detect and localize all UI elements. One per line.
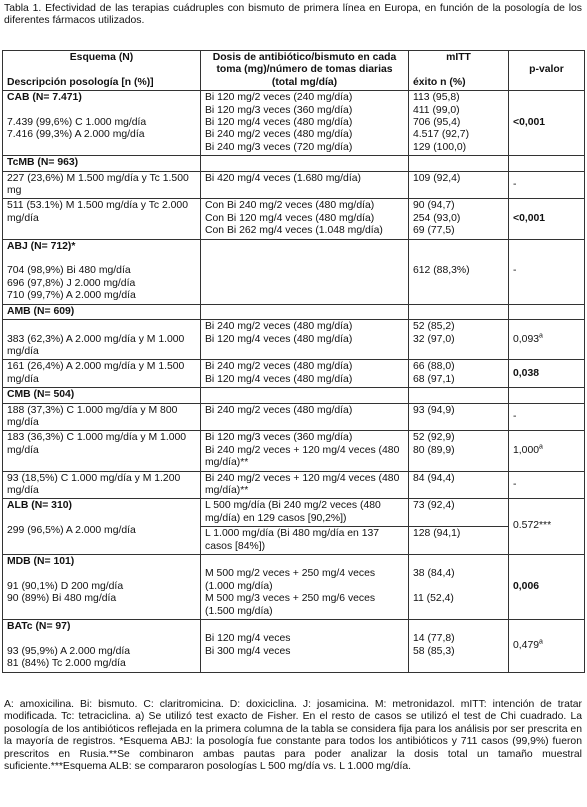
scheme-cell: CAB (N= 7.471) 7.439 (99,6%) C 1.000 mg/día 7.416 (99,3%) A 2.000 mg/día — [3, 91, 201, 156]
scheme-cell: 183 (36,3%) C 1.000 mg/día y M 1.000 mg/día — [3, 431, 201, 471]
header-dose: Dosis de antibiótico/bismuto en cada toma (mg)/número de tomas diarias (total mg/día) — [201, 51, 409, 91]
group-title: BATc (N= 97) — [7, 621, 71, 633]
scheme-cell: 511 (53.1%) M 1.500 mg/día y Tc 2.000 mg/día — [3, 199, 201, 239]
p-value-cell: 1,000$^a$ — [509, 431, 585, 471]
table-row — [3, 171, 585, 199]
group-title: ABJ (N= 712)* — [7, 240, 76, 252]
table-caption: Tabla 1. Efectividad de las terapias cuádruples con bismuto de primera línea en Europa, en función de la posología de los diferentes fármacos utilizados. — [4, 3, 582, 27]
result-cell: 93 (94,9) — [409, 403, 509, 431]
table-row — [3, 499, 585, 527]
scheme-cell: 161 (26,4%) A 2.000 mg/día y M 1.500 mg/día — [3, 360, 201, 388]
p-value-cell: 0,479$^a$ — [509, 620, 585, 673]
scheme-cell: 383 (62,3%) A 2.000 mg/día y M 1.000 mg/día — [3, 320, 201, 360]
group-title: MDB (N= 101) — [7, 556, 75, 567]
dose-cell: L 500 mg/día (Bi 240 mg/2 veces (480 mg/día) en 129 casos [90,2%]) — [201, 499, 409, 527]
table-row — [3, 239, 585, 304]
dose-cell: Bi 120 mg/4 veces Bi 300 mg/4 veces — [201, 620, 409, 673]
group-title: AMB (N= 609) — [7, 305, 75, 317]
dose-cell: Bi 420 mg/4 veces (1.680 mg/día) — [201, 171, 409, 199]
scheme-cell: ALB (N= 310) 299 (96,5%) A 2.000 mg/día — [3, 499, 201, 555]
dose-cell: Bi 240 mg/2 veces (480 mg/día) Bi 120 mg/4 veces (480 mg/día) — [201, 320, 409, 360]
p-value-cell: - — [509, 239, 585, 304]
table-row — [3, 320, 585, 360]
header-row — [3, 51, 585, 91]
p-value-cell: 0,038 — [509, 360, 585, 388]
dose-cell: Con Bi 240 mg/2 veces (480 mg/día) Con Bi 120 mg/4 veces (480 mg/día) Con Bi 262 mg/4 veces (1.048 mg/día) — [201, 199, 409, 239]
table-row — [3, 156, 585, 171]
result-cell: 113 (95,8) 411 (99,0) 706 (95,4) 4.517 (92,7) 129 (100,0) — [409, 91, 509, 156]
dose-cell: Bi 240 mg/2 veces + 120 mg/4 veces (480 mg/día)** — [201, 471, 409, 499]
dose-cell: M 500 mg/2 veces + 250 mg/4 veces (1.000 mg/día) M 500 mg/3 veces + 250 mg/6 veces (1.500 mg/día) — [201, 555, 409, 620]
scheme-cell: ABJ (N= 712)* 704 (98,9%) Bi 480 mg/día 696 (97,8%) J 2.000 mg/día 710 (99,7%) A 2.000 mg/día — [3, 239, 201, 304]
scheme-cell — [3, 304, 201, 319]
p-value-cell: - — [509, 403, 585, 431]
p-value-cell: - — [509, 471, 585, 499]
scheme-cell: 93 (18,5%) C 1.000 mg/día y M 1.200 mg/día — [3, 471, 201, 499]
result-cell: 84 (94,4) — [409, 471, 509, 499]
table-row — [3, 403, 585, 431]
group-title: CAB (N= 7.471) — [7, 92, 82, 104]
table-row — [3, 199, 585, 239]
result-cell: 128 (94,1) — [409, 527, 509, 555]
efficacy-table — [2, 50, 585, 673]
result-cell: 38 (84,4) 11 (52,4) — [409, 555, 509, 620]
dose-cell: Bi 240 mg/2 veces (480 mg/día) — [201, 403, 409, 431]
header-pvalue: p-valor — [509, 51, 585, 91]
dose-cell: Bi 120 mg/3 veces (360 mg/día) Bi 240 mg/2 veces + 120 mg/4 veces (480 mg/día)** — [201, 431, 409, 471]
result-cell: 612 (88,3%) — [409, 239, 509, 304]
table-row — [3, 388, 585, 403]
table-row — [3, 431, 585, 471]
dose-cell — [201, 239, 409, 304]
scheme-cell — [3, 156, 201, 171]
p-value-cell: - — [509, 171, 585, 199]
table-row — [3, 360, 585, 388]
result-cell: 90 (94,7) 254 (93,0) 69 (77,5) — [409, 199, 509, 239]
scheme-cell: MDB (N= 101) 91 (90,1%) D 200 mg/día 90 (89%) Bi 480 mg/día — [3, 555, 201, 620]
header-mitt: mITT éxito n (%) — [409, 51, 509, 91]
group-title: CMB (N= 504) — [7, 389, 75, 401]
result-cell: 73 (92,4) — [409, 499, 509, 527]
result-cell: 14 (77,8) 58 (85,3) — [409, 620, 509, 673]
group-title: ALB (N= 310) — [7, 500, 72, 512]
scheme-cell — [3, 388, 201, 403]
table-row — [3, 304, 585, 319]
result-cell: 66 (88,0) 68 (97,1) — [409, 360, 509, 388]
table-row — [3, 620, 585, 673]
dose-cell: L 1.000 mg/día (Bi 480 mg/día en 137 casos [84%]) — [201, 527, 409, 555]
result-cell: 52 (85,2) 32 (97,0) — [409, 320, 509, 360]
header-scheme: Esquema (N) Descripción posología [n (%)] — [3, 51, 201, 91]
table-row — [3, 555, 585, 620]
result-cell: 109 (92,4) — [409, 171, 509, 199]
table-row — [3, 91, 585, 156]
dose-cell: Bi 120 mg/2 veces (240 mg/día) Bi 120 mg/3 veces (360 mg/día) Bi 120 mg/4 veces (480 mg/día) Bi 240 mg/2 veces (480 mg/día) Bi 240 mg/3 veces (720 mg/día) — [201, 91, 409, 156]
p-value-cell: <0,001 — [509, 91, 585, 156]
dose-cell: Bi 240 mg/2 veces (480 mg/día) Bi 120 mg/4 veces (480 mg/día) — [201, 360, 409, 388]
p-value-cell: 0.572*** — [509, 499, 585, 555]
scheme-cell: 188 (37,3%) C 1.000 mg/día y M 800 mg/día — [3, 403, 201, 431]
result-cell: 52 (92,9) 80 (89,9) — [409, 431, 509, 471]
table-row — [3, 471, 585, 499]
p-value-cell: <0,001 — [509, 199, 585, 239]
p-value-cell: 0,006 — [509, 555, 585, 620]
scheme-cell: BATc (N= 97) 93 (95,9%) A 2.000 mg/día 81 (84%) Tc 2.000 mg/día — [3, 620, 201, 673]
table-footnote: A: amoxicilina. Bi: bismuto. C: claritromicina. D: doxiciclina. J: josamicina. M: metronidazol. mITT: intención de tratar modificada. Tc: tetraciclina. a) Se utilizó test exacto de Fisher. En el resto de casos se utilizó el test de Chi cuadrado. La posología de los antibióticos reflejada en la primera columna de la tabla se considera fija para los análisis por ser prescrita en la mayoría de registros. *Esquema ABJ: la posología fue constante para todos los antibióticos y 711 casos (99,9%) fueron prescritos en Rusia.**Se combinaron ambas pautas para poder analizar la dosis total un tamaño muestral suficiente.***Esquema ALB: se compararon posologías L 500 mg/día vs. L 1.000 mg/día. — [4, 699, 582, 773]
group-title: TcMB (N= 963) — [7, 157, 79, 169]
p-value-cell: 0,093$^a$ — [509, 320, 585, 360]
scheme-cell: 227 (23,6%) M 1.500 mg/día y Tc 1.500 mg — [3, 171, 201, 199]
